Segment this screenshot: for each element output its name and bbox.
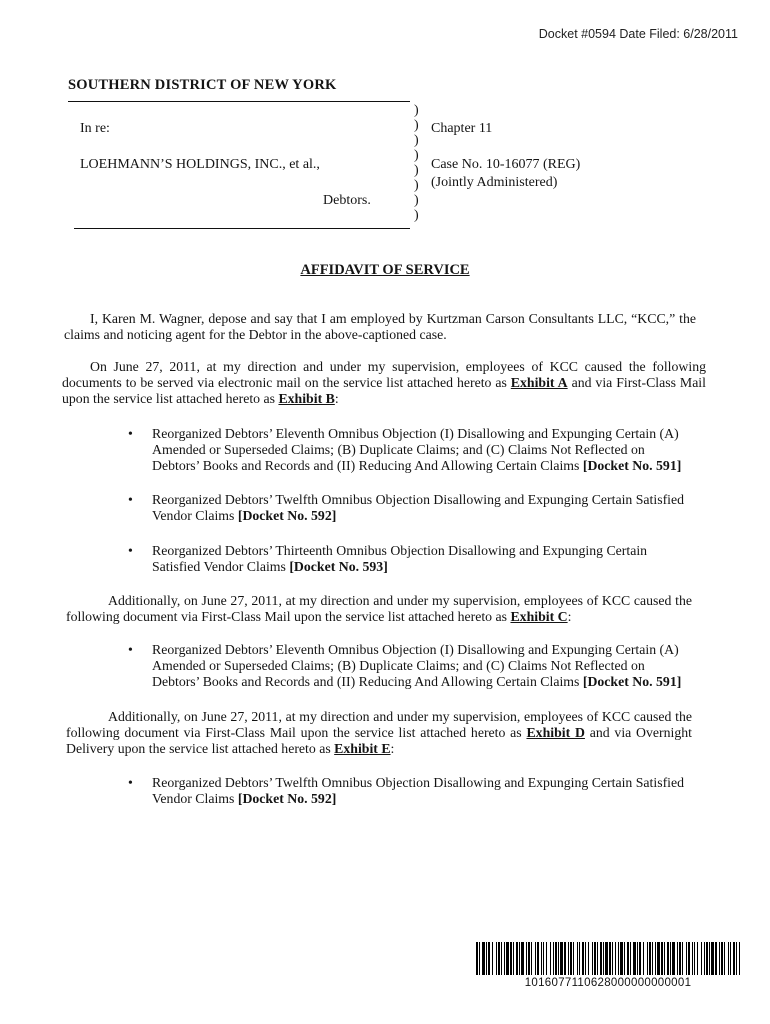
paren: ) bbox=[414, 193, 419, 208]
exhibit-b-ref: Exhibit B bbox=[278, 391, 335, 406]
list-item: • Reorganized Debtors’ Eleventh Omnibus Objection (I) Disallowing and Expunging Certain (A) Amended or Superseded Claims; (B) Duplicate Claims; and (C) Claims Not Reflected on Debtors’ Books and Records and (II) Reducing And Allowing Certain Claims [Docket No. 591] bbox=[128, 642, 682, 689]
docket-reference: [Docket No. 591] bbox=[582, 458, 682, 473]
caption-bottom-rule bbox=[74, 228, 410, 229]
list-item: • Reorganized Debtors’ Eleventh Omnibus Objection (I) Disallowing and Expunging Certain (A) Amended or Superseded Claims; (B) Duplicate Claims; and (C) Claims Not Reflected on Debtors’ Books and Records and (II) Reducing And Allowing Certain Claims [Docket No. 591] bbox=[128, 426, 682, 473]
chapter-label: Chapter 11 bbox=[431, 121, 493, 136]
paren: ) bbox=[414, 163, 419, 178]
jointly-administered: (Jointly Administered) bbox=[431, 175, 558, 190]
bullet-icon: • bbox=[128, 642, 133, 657]
docket-filing-stamp: Docket #0594 Date Filed: 6/28/2011 bbox=[538, 27, 738, 41]
list-item: • Reorganized Debtors’ Twelfth Omnibus Objection Disallowing and Expunging Certain Satisfied Vendor Claims [Docket No. 592] bbox=[128, 775, 685, 806]
service-paragraph-2: Additionally, on June 27, 2011, at my direction and under my supervision, employees of KCC caused the following document via First-Class Mail upon the service list attached hereto as Exhibit C: bbox=[66, 593, 692, 624]
service-paragraph-1: On June 27, 2011, at my direction and under my supervision, employees of KCC caused the following documents to be served via electronic mail on the service list attached hereto as Exhibit A and via First-Class Mail upon the service list attached hereto as Exhibit B: bbox=[62, 359, 706, 406]
case-number: Case No. 10-16077 (REG) bbox=[431, 157, 581, 172]
bullet-icon: • bbox=[128, 543, 133, 558]
paren: ) bbox=[414, 118, 419, 133]
caption-parentheses bbox=[414, 103, 419, 223]
docket-reference: [Docket No. 592] bbox=[237, 508, 337, 523]
barcode-number: 1016077110628000000000001 bbox=[524, 977, 692, 989]
exhibit-e-ref: Exhibit E bbox=[334, 741, 391, 756]
barcode-image bbox=[476, 942, 740, 975]
list-item: • Reorganized Debtors’ Thirteenth Omnibus Objection Disallowing and Expunging Certain Satisfied Vendor Claims [Docket No. 593] bbox=[128, 543, 648, 574]
paren: ) bbox=[414, 208, 419, 223]
docket-reference: [Docket No. 592] bbox=[237, 791, 337, 806]
exhibit-d-ref: Exhibit D bbox=[526, 725, 585, 740]
paren: ) bbox=[414, 103, 419, 118]
service-paragraph-3: Additionally, on June 27, 2011, at my direction and under my supervision, employees of KCC caused the following document via First-Class Mail upon the service list attached hereto as Exhibit D and via Overnight Delivery upon the service list attached hereto as Exhibit E: bbox=[66, 709, 693, 756]
intro-paragraph: I, Karen M. Wagner, depose and say that I am employed by Kurtzman Carson Consultants LLC, “KCC,” the claims and noticing agent for the Debtor in the above-captioned case. bbox=[64, 311, 696, 342]
bullet-icon: • bbox=[128, 492, 133, 507]
bullet-icon: • bbox=[128, 775, 133, 790]
paren: ) bbox=[414, 148, 419, 163]
barcode-bar bbox=[739, 942, 740, 975]
exhibit-c-ref: Exhibit C bbox=[510, 609, 568, 624]
docket-reference: [Docket No. 591] bbox=[582, 674, 682, 689]
exhibit-a-ref: Exhibit A bbox=[510, 375, 568, 390]
docket-reference: [Docket No. 593] bbox=[289, 559, 388, 574]
court-name: SOUTHERN DISTRICT OF NEW YORK bbox=[68, 77, 337, 93]
document-title: AFFIDAVIT OF SERVICE bbox=[300, 262, 470, 278]
debtors-label: Debtors. bbox=[323, 193, 371, 208]
list-item: • Reorganized Debtors’ Twelfth Omnibus Objection Disallowing and Expunging Certain Satisfied Vendor Claims [Docket No. 592] bbox=[128, 492, 685, 523]
bullet-icon: • bbox=[128, 426, 133, 441]
in-re-label: In re: bbox=[80, 121, 110, 136]
paren: ) bbox=[414, 178, 419, 193]
paren: ) bbox=[414, 133, 419, 148]
caption-top-rule bbox=[68, 101, 410, 102]
debtor-name: LOEHMANN’S HOLDINGS, INC., et al., bbox=[80, 157, 320, 172]
